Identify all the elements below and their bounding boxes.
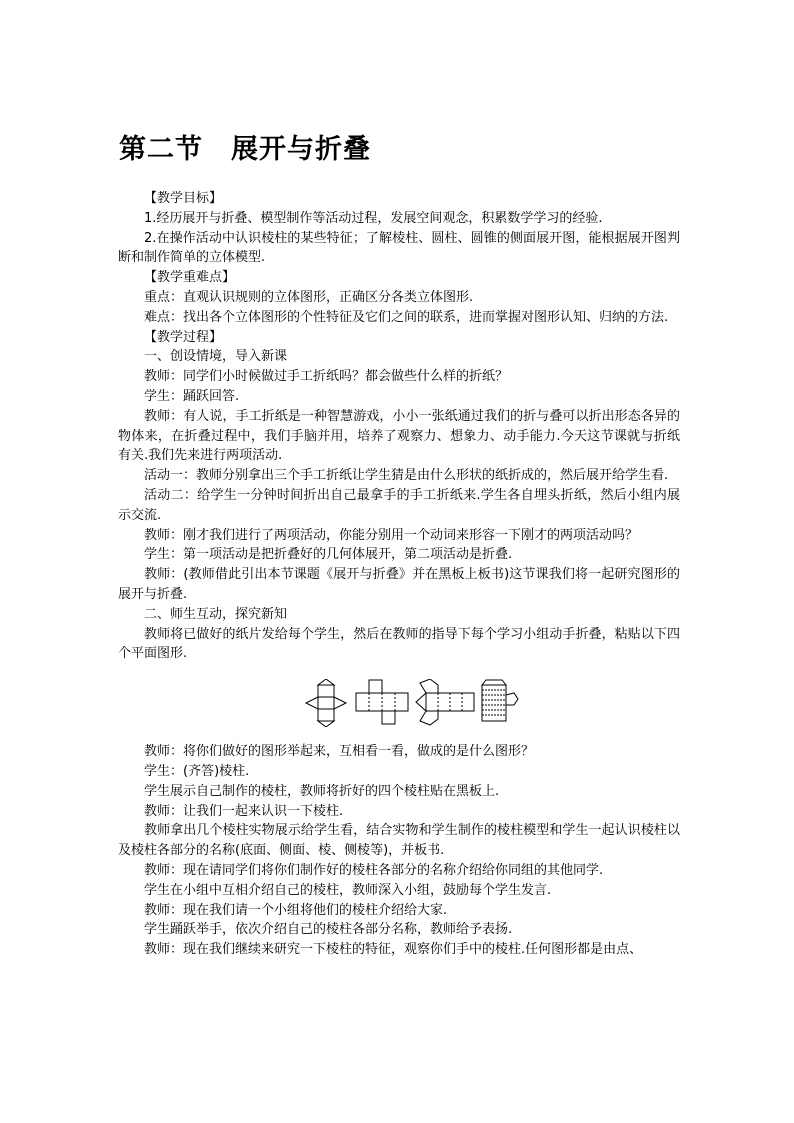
heading-teaching-goals: 【教学目标】 bbox=[144, 191, 223, 206]
paragraph: 学生展示自己制作的棱柱，教师将折好的四个棱柱贴在黑板上. bbox=[144, 783, 500, 799]
heading-teaching-process: 【教学过程】 bbox=[144, 329, 223, 345]
paragraph: 教师：将你们做好的图形举起来，互相看一看，做成的是什么图形？ bbox=[144, 744, 535, 760]
paragraph: 重点：直观认识规则的立体图形，正确区分各类立体图形. bbox=[144, 289, 474, 305]
prism-net-1-icon bbox=[306, 679, 346, 727]
paragraph: 难点：找出各个立体图形的个性特征及它们之间的联系，进而掌握对图形认知、归纳的方法. bbox=[144, 309, 669, 325]
paragraph: 教师：刚才我们进行了两项活动，你能分别用一个动词来形容一下刚才的两项活动吗？ bbox=[144, 527, 639, 543]
prism-net-2-icon bbox=[356, 680, 408, 724]
paragraph: 教师：有人说，手工折纸是一种智慧游戏，小小一张纸通过我们的折与叠可以折出形态各异的物体来，在折叠过程中，我们手脑并用，培养了观察力、想象力、动手能力.今天这节课就与折纸有关.我们先来进行两项活动. bbox=[118, 408, 680, 464]
paragraph: 教师：现在我们继续来研究一下棱柱的特征，观察你们手中的棱柱.任何图形都是由点、 bbox=[144, 942, 643, 958]
paragraph: 教师：同学们小时候做过手工折纸吗？都会做些什么样的折纸？ bbox=[144, 369, 509, 385]
paragraph: 教师：现在我们请一个小组将他们的棱柱介绍给大家. bbox=[144, 902, 448, 918]
paragraph: 一、创设情境，导入新课 bbox=[144, 349, 288, 365]
section-title: 第二节 展开与折叠 bbox=[119, 134, 371, 165]
paragraph: 教师将已做好的纸片发给每个学生，然后在教师的指导下每个学习小组动手折叠，粘贴以下四个平面图形. bbox=[118, 626, 680, 662]
paragraph: 活动二：给学生一分钟时间折出自己最拿手的手工折纸来.学生各自埋头折纸，然后小组内展示交流. bbox=[118, 487, 680, 523]
paragraph: 教师：现在请同学们将你们制作好的棱柱各部分的名称介绍给你同组的其他同学. bbox=[144, 862, 604, 878]
paragraph: 学生：(齐答)棱柱. bbox=[144, 763, 250, 779]
paragraph: 2.在操作活动中认识棱柱的某些特征；了解棱柱、圆柱、圆锥的侧面展开图，能根据展开图判断和制作简单的立体模型. bbox=[118, 230, 680, 266]
paragraph: 学生：踊跃回答. bbox=[144, 388, 240, 404]
paragraph: 活动一：教师分别拿出三个手工折纸让学生猜是由什么形状的纸折成的，然后展开给学生看. bbox=[144, 468, 669, 484]
paragraph: 教师：(教师借此引出本节课题《展开与折叠》并在黑板上板书)这节课我们将一起研究图形的展开与折叠. bbox=[118, 567, 680, 602]
paragraph: 学生：第一项活动是把折叠好的几何体展开，第二项活动是折叠. bbox=[144, 547, 513, 563]
paragraph: 学生在小组中互相介绍自己的棱柱，教师深入小组，鼓励每个学生发言. bbox=[144, 882, 552, 898]
prism-nets-figure bbox=[304, 679, 520, 727]
paragraph: 二、师生互动，探究新知 bbox=[144, 606, 288, 622]
prism-net-4-icon bbox=[482, 680, 518, 721]
paragraph: 教师拿出几个棱柱实物展示给学生看，结合实物和学生制作的棱柱模型和学生一起认识棱柱以及棱柱各部分的名称(底面、侧面、棱、侧棱等)，并板书. bbox=[118, 823, 680, 859]
heading-key-points: 【教学重难点】 bbox=[144, 270, 236, 286]
paragraph: 学生踊跃举手，依次介绍自己的棱柱各部分名称，教师给予表扬. bbox=[144, 922, 513, 938]
document-body bbox=[118, 189, 680, 960]
prism-net-3-icon bbox=[416, 679, 474, 725]
paragraph: 教师：让我们一起来认识一下棱柱. bbox=[144, 803, 344, 819]
paragraph: 1.经历展开与折叠、模型制作等活动过程，发展空间观念，积累数学学习的经验. bbox=[144, 210, 603, 226]
